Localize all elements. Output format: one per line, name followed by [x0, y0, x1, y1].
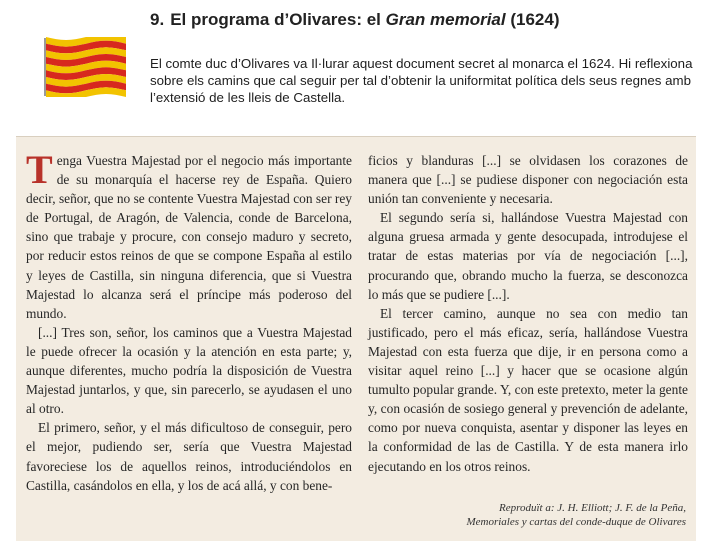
source-column-right	[368, 151, 688, 476]
source-paragraph: El tercer camino, aunque no sea con medio tan justificado, pero el más eficaz, sería, hallándose Vuestra Majestad con esta fuerza que dije, ir en persona como a visitar aquel reino [...] y hacer que se ocasione algún tumulto popular grande. Y, con este pretexto, meter la gente y, con ocasión de sosiego general y prevención de adelante, como por nueva conquista, asentar y disponer las leyes en la conformidad de las de Castilla. Y de esta manera irlo ejecutando en los otros reinos.	[368, 305, 688, 474]
reference-line: Reproduït a: J. H. Elliott; J. F. de la Peña,	[499, 502, 686, 514]
heading-year: (1624)	[510, 10, 560, 29]
source-document-box	[16, 136, 696, 541]
senyera-flag-icon	[46, 37, 126, 97]
source-paragraph: [...] Tres son, señor, los caminos que a Vuestra Majestad le puede ofrecer la ocasión y la atención en esta parte; y, aunque diferentes, mucho podría la disposición de Vuestra Majestad juntarlos, y que, sin parecerlo, se ayudasen el uno al otro.	[26, 324, 352, 417]
heading-prefix: El programa d’Olivares: el	[170, 10, 381, 29]
heading-title-italic: Gran memorial	[385, 10, 506, 29]
intro-text: El comte duc d’Olivares va Il·lurar aquest document secret al monarca el 1624. Hi reflexiona sobre els camins que cal seguir per tal d’obtenir la uniformitat política dels seus regnes amb l’extensió de les lleis de Castella.	[150, 56, 693, 105]
heading-number: 9.	[150, 10, 165, 29]
drop-cap: T	[26, 147, 53, 192]
source-paragraph: El primero, señor, y el más dificultoso de conseguir, pero el mejor, pudiendo ser, sería que Vuestra Majestad favoreciese los de aquellos reinos, introduciéndolos en Castilla, casándolos en ella, y los de acá allá, y con bene-	[26, 420, 352, 493]
source-paragraph: El segundo sería si, hallándose Vuestra Majestad con alguna gruesa armada y gente desocupada, introdujese el tratar de estas materias por vía de negociación [...], procurando que, obrando mucho la fuerza, se desconozca lo más que se pudiere [...].	[368, 210, 688, 302]
reference-line: Memoriales y cartas del conde-duque de Olivares	[466, 516, 686, 528]
section-heading	[150, 10, 710, 30]
source-paragraph-text: enga Vuestra Majestad por el negocio más importante de su monarquía el hacerse rey de España. Quiero decir, señor, que no se contente Vuestra Majestad con ser rey de Portugal, de Aragón, de Valencia, conde de Barcelona, sino que trabaje y procure, con consejo maduro y secreto, por reducir estos reinos de que se compone España al estilo y leyes de Castilla, sin ninguna diferencia, que si Vuestra Majestad lo alcanza será el príncipe más poderoso del mundo.	[26, 153, 352, 321]
source-paragraph: ficios y blanduras [...] se olvidasen los corazones de manera que [...] se pudiese disponer con negociación esta unión tan conveniente y necesaria.	[368, 153, 688, 207]
source-reference	[456, 501, 686, 529]
source-column-left	[26, 147, 352, 495]
source-paragraph	[26, 147, 352, 323]
